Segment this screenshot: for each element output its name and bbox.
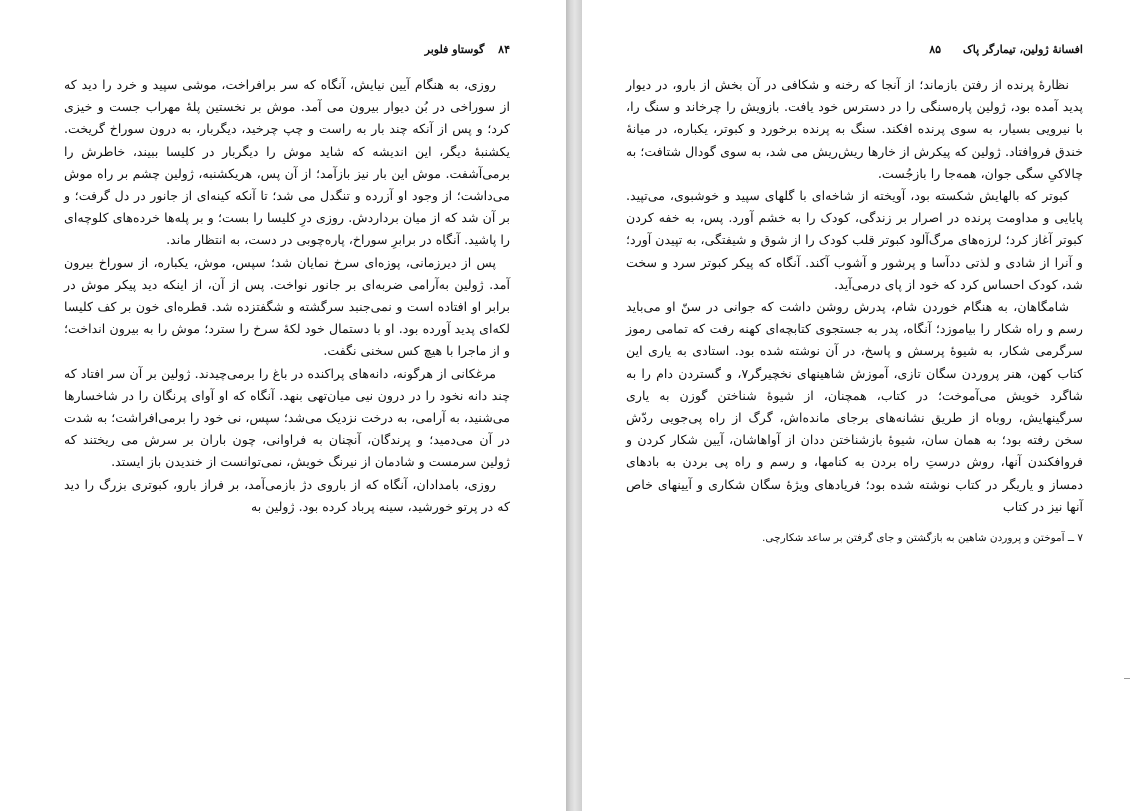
running-title-left: گوستاو فلوبر xyxy=(424,43,485,56)
page-body-right xyxy=(626,74,1083,518)
footnote: ۷ ــ آموختن و پروردن شاهین به بازگشتن و جای گرفتن بر ساعد شکارچی. xyxy=(762,532,1083,545)
page-edge-mark xyxy=(1124,678,1130,679)
paragraph: پس از دیرزمانی، پوزه‌ای سرخ نمایان شد؛ سپس، موش، یکباره، از سوراخ بیرون آمد. ژولین به‌آرامی ضربه‌ای بر جانور نواخت. پس از آن، از اینکه دید پیکر موش در برابر او افتاده است و نمی‌جنبد سرگشته و شگفتزده شد. قطره‌ای خون بر کف کلیسا لکه‌ای پدید آورده بود. او با دستمال خود لکهٔ سرخ را سترد؛ موش را به بیرون انداخت؛ و از ماجرا با هیچ کس سخنی نگفت. xyxy=(64,254,510,359)
running-title-right: افسانهٔ ژولین، تیمارگر پاک xyxy=(962,43,1083,56)
page-number-left: ۸۴ xyxy=(498,43,510,56)
paragraph: روزی، به هنگام آیین نیایش، آنگاه که سر برافراخت، موشی سپید و خرد را دید که از سوراخی در بُن دیوار بیرون می آمد. موش بر نخستین پلهٔ مهراب جست و خیزی کرد؛ و پس از آنکه چند بار به راست و چپ چرخید، دیگربار، به درون سوراخ گریخت. یکشنبهٔ دیگر، این اندیشه که شاید موش را دیگربار در کلیسا ببیند، خاطرش را برمی‌آشفت. موش این بار نیز بازآمد؛ از آن پس، هریکشنبه، ژولین چشم بر راه موش می‌داشت؛ از وجود او آزرده و تنگدل می شد؛ تا آنکه کینه‌ای از جانور در دل گرفت؛ و بر آن شد که از میان برداردش. روزی درِ کلیسا را بست؛ و بر پله‌ها خرده‌های کلوچه‌ای را پاشید. آنگاه در برابرِ سوراخ، پاره‌چوبی در دست، به انتظار ماند. xyxy=(64,77,510,248)
running-head-left xyxy=(64,40,510,60)
right-page xyxy=(582,0,1143,811)
page-body-left xyxy=(64,74,510,518)
paragraph: کبوتر که بالهایش شکسته بود، آویخته از شاخه‌ای با گلهای سپید و خوشبوی، می‌تپید. پایایی و مداومت پرنده در اصرار بر زندگی، کودک را به خشم آورد. پس، به خفه کردن کبوتر آغاز کرد؛ لرزه‌های مرگ‌آلود کبوتر قلب کودک را از شوق و شیفتگی، به تپیدن آورد؛ و آنرا از شادی و لذتی ددآسا و پرشور و آشوب آکند. آنگاه که پیکر کبوتر سرد و سخت شد، کودک احساس کرد که خود از پای درمی‌آید. xyxy=(626,188,1083,292)
paragraph: نظارهٔ پرنده از رفتن بازماند؛ از آنجا که رخنه و شکافی در آن بخش از بارو، در دیوار پدید آمده بود، ژولین پاره‌سنگی را در دسترس خود یافت. بازویش را چرخاند و سنگ را، با نیرویی بسیار، به سوی پرنده افکند. سنگ به پرنده برخورد و کبوتر، یکباره، در میانهٔ خندق فروافتاد. ژولین که پیکرش از خارها ریش‌ریش می شد، به سوی گودال شتافت؛ به چالاکیِ سگی جوان، همه‌جا را بازجُست. xyxy=(626,77,1083,181)
paragraph: شامگاهان، به هنگام خوردن شام، پدرش روشن داشت که جوانی در سنّ او می‌باید رسم و راه شکار را بیاموزد؛ آنگاه، پدر به جستجوی کتابچه‌ای کهنه رفت که تمامی رموز سرگرمی شکار، به شیوهٔ پرسش و پاسخ، در آن نوشته شده بود. استادی به یاری این کتاب کهن، هنر پروردن سگان تازی، آموزش شاهینهای نخچیرگر۷، و گستردن دام را به شاگرد خویش می‌آموخت؛ در کتاب، همچنان، از شیوهٔ شناختن گوزن به یاری سرگینهایش، روباه از طریق نشانه‌های برجای مانده‌اش، گرگ از راه پی‌جویی ردّش سخن رفته بود؛ به همان سان، شیوهٔ بازشناختن ددان از آواهاشان، آیین شکار کردن و فروافکندن آنها، روش درستِ راه بردن به کنامها، و رسم و راه پی بردن به بادهای دمساز و یاریگر در کتاب نوشته شده بود؛ فریادهای ویژهٔ سگان شکاری و آیینهای خاص آنها نیز در کتاب xyxy=(626,299,1084,514)
running-head-right xyxy=(626,40,1083,60)
paragraph: مرغکانی از هرگونه، دانه‌های پراکنده در باغ را برمی‌چیدند. ژولین بر آن سر افتاد که چند دانه نخود را در درون نیی میان‌تهی بنهد. آنگاه که او آوای پرنگان را در شاخسارها می‌شنید، به آرامی، به درخت نزدیک می‌شد؛ سپس، نی خود را برمی‌افراشت؛ به شدت در آن می‌دمید؛ و پرندگان، آنچنان به فراوانی، چون باران بر سرش می ریختند که ژولین سرمست و شادمان از نیرنگ خویش، نمی‌توانست از خندیدن باز ایستد. xyxy=(64,365,510,470)
book-gutter xyxy=(566,0,582,811)
left-page xyxy=(0,0,566,811)
page-number-right: ۸۵ xyxy=(929,43,942,56)
paragraph: روزی، بامدادان، آنگاه که از باروی دژ بازمی‌آمد، بر فراز بارو، کبوتری بزرگ را دید که در پرتو خورشید، سینه پرباد کرده بود. ژولین به xyxy=(64,476,510,514)
